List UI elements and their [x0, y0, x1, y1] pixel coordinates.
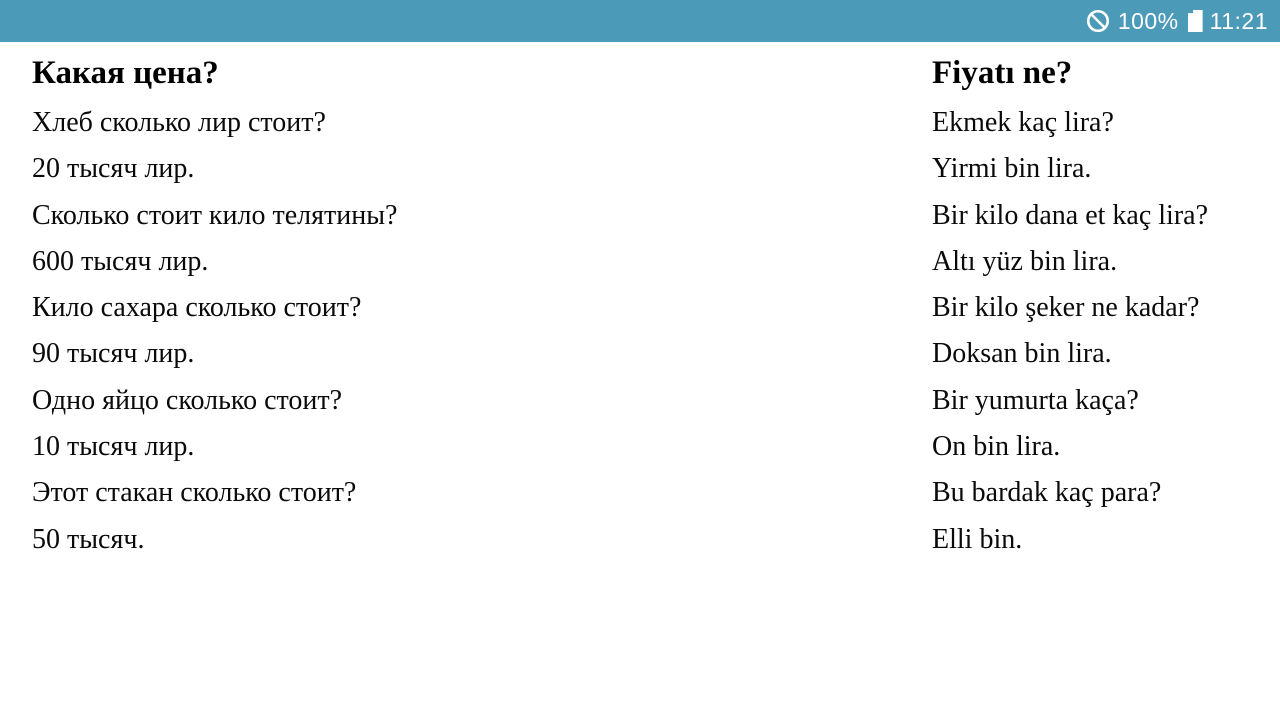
turkish-line: Yirmi bin lira. [932, 153, 1092, 185]
turkish-line: Bir yumurta kaça? [932, 384, 1139, 416]
turkish-line: Bir kilo dana et kaç lira? [932, 199, 1208, 231]
clock-label: 11:21 [1209, 7, 1268, 34]
battery-percent-label: 100% [1117, 7, 1179, 34]
status-bar [0, 0, 1280, 42]
turkish-line: Bu bardak kaç para? [932, 477, 1162, 509]
turkish-column [932, 52, 1272, 563]
russian-column-header: Какая цена? [32, 55, 219, 91]
russian-column [32, 52, 892, 563]
russian-line: 600 тысяч лир. [32, 245, 209, 277]
turkish-line: Elli bin. [932, 523, 1023, 555]
russian-line: Одно яйцо сколько стоит? [32, 384, 343, 416]
reader-page[interactable] [0, 42, 1280, 720]
do-not-disturb-icon [1085, 8, 1111, 34]
russian-line: Хлеб сколько лир стоит? [32, 107, 326, 138]
russian-line: 10 тысяч лир. [32, 431, 195, 463]
turkish-line: Doksan bin lira. [932, 338, 1112, 370]
russian-line: 50 тысяч. [32, 523, 145, 555]
russian-line: Этот стакан сколько стоит? [32, 477, 357, 509]
russian-line: 20 тысяч лир. [32, 153, 195, 185]
turkish-line: Bir kilo şeker ne kadar? [932, 292, 1200, 324]
turkish-line: On bin lira. [932, 431, 1061, 463]
turkish-column-header: Fiyatı ne? [932, 55, 1073, 91]
russian-line: 90 тысяч лир. [32, 338, 195, 370]
turkish-line: Altı yüz bin lira. [932, 245, 1118, 277]
battery-icon [1188, 10, 1203, 32]
russian-line: Сколько стоит кило телятины? [32, 199, 398, 231]
russian-line: Кило сахара сколько стоит? [32, 292, 362, 324]
turkish-line: Ekmek kaç lira? [932, 107, 1114, 138]
